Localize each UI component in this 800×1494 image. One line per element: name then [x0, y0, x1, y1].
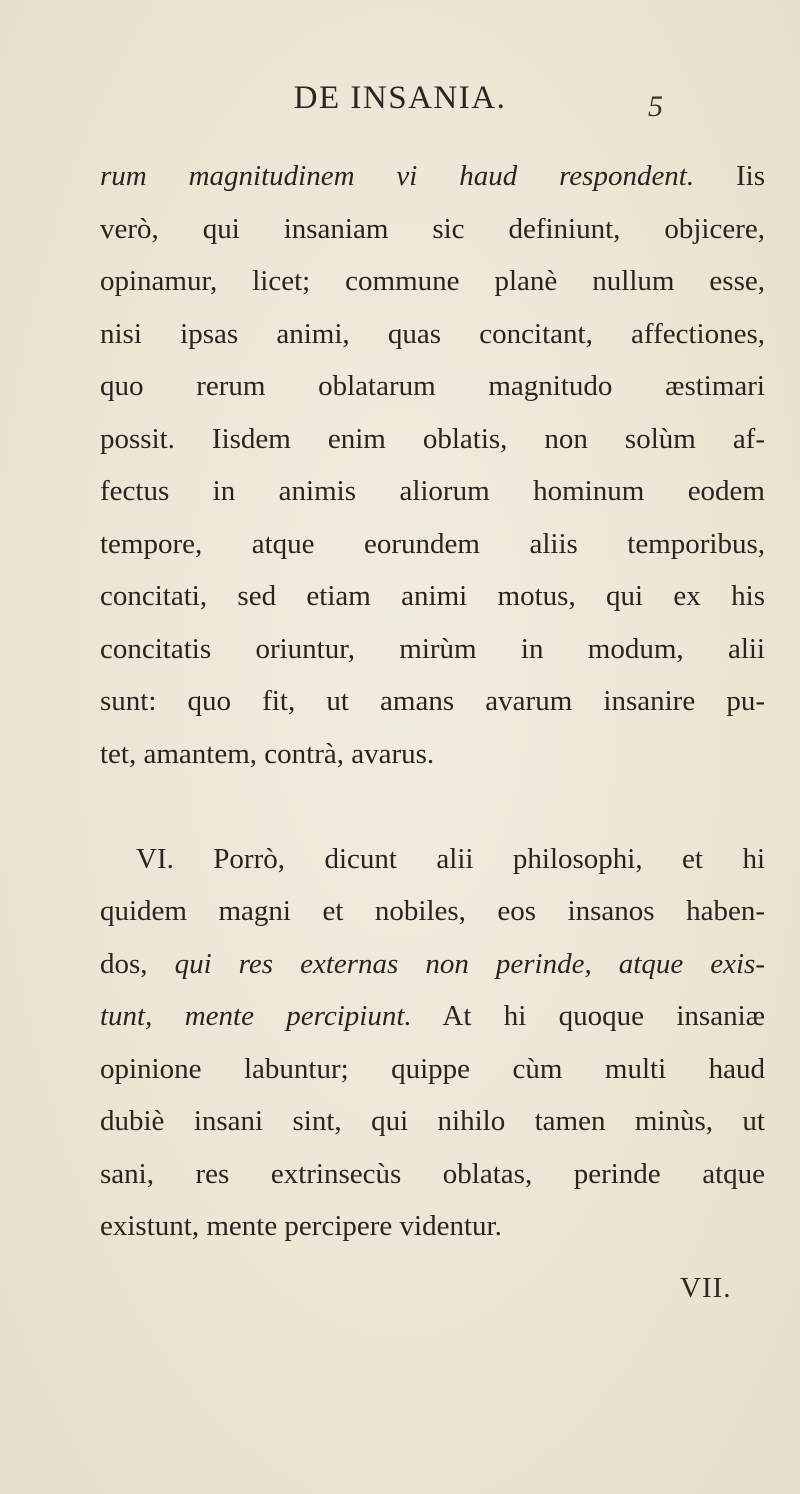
running-head [0, 70, 800, 123]
text-line: dubiè insani sint, qui nihilo tamen minùs, ut [100, 1105, 765, 1137]
text-line: possit. Iisdem enim oblatis, non solùm af- [100, 422, 765, 455]
text-line: verò, qui insaniam sic definiunt, objicere, [100, 212, 765, 245]
line-text: Iis [694, 160, 765, 192]
italic-phrase: tunt, mente percipiunt. [100, 1000, 412, 1032]
italic-phrase: qui res externas non perinde, atque exis- [174, 947, 765, 980]
text-line: nisi ipsas animi, quas concitant, affectiones, [100, 317, 765, 350]
text-line [100, 990, 765, 1043]
text-line: quo rerum oblatarum magnitudo æstimari [100, 370, 765, 402]
text-line: opinamur, licet; commune planè nullum esse, [100, 265, 765, 297]
text-line: concitatis oriuntur, mirùm in modum, alii [100, 632, 765, 665]
text-line: sani, res extrinsecùs oblatas, perinde atque [100, 1157, 765, 1190]
text-line: fectus in animis aliorum hominum eodem [100, 475, 765, 507]
text-line [100, 938, 765, 991]
text-line: quidem magni et nobiles, eos insanos haben- [100, 895, 765, 927]
paragraph-gap [100, 780, 765, 833]
body-text [100, 150, 765, 1253]
catchword: VII. [680, 1272, 732, 1304]
line-text: dos, [100, 947, 175, 980]
section-start-line: VI. Porrò, dicunt alii philosophi, et hi [136, 842, 765, 875]
page-number: 5 [648, 90, 663, 123]
text-line: concitati, sed etiam animi motus, qui ex his [100, 580, 765, 612]
text-line: existunt, mente percipere videntur. [100, 1210, 502, 1242]
text-line [100, 150, 765, 203]
text-line: tet, amantem, contrà, avarus. [100, 737, 435, 770]
text-line: tempore, atque eorundem aliis temporibus, [100, 527, 765, 560]
text-line: opinione labuntur; quippe cùm multi haud [100, 1052, 765, 1085]
text-line: sunt: quo fit, ut amans avarum insanire pu- [100, 685, 765, 717]
line-text: At hi quoque insaniæ [411, 1000, 765, 1032]
running-title: DE INSANIA. [293, 80, 507, 116]
italic-phrase: rum magnitudinem vi haud respondent. [100, 160, 695, 192]
